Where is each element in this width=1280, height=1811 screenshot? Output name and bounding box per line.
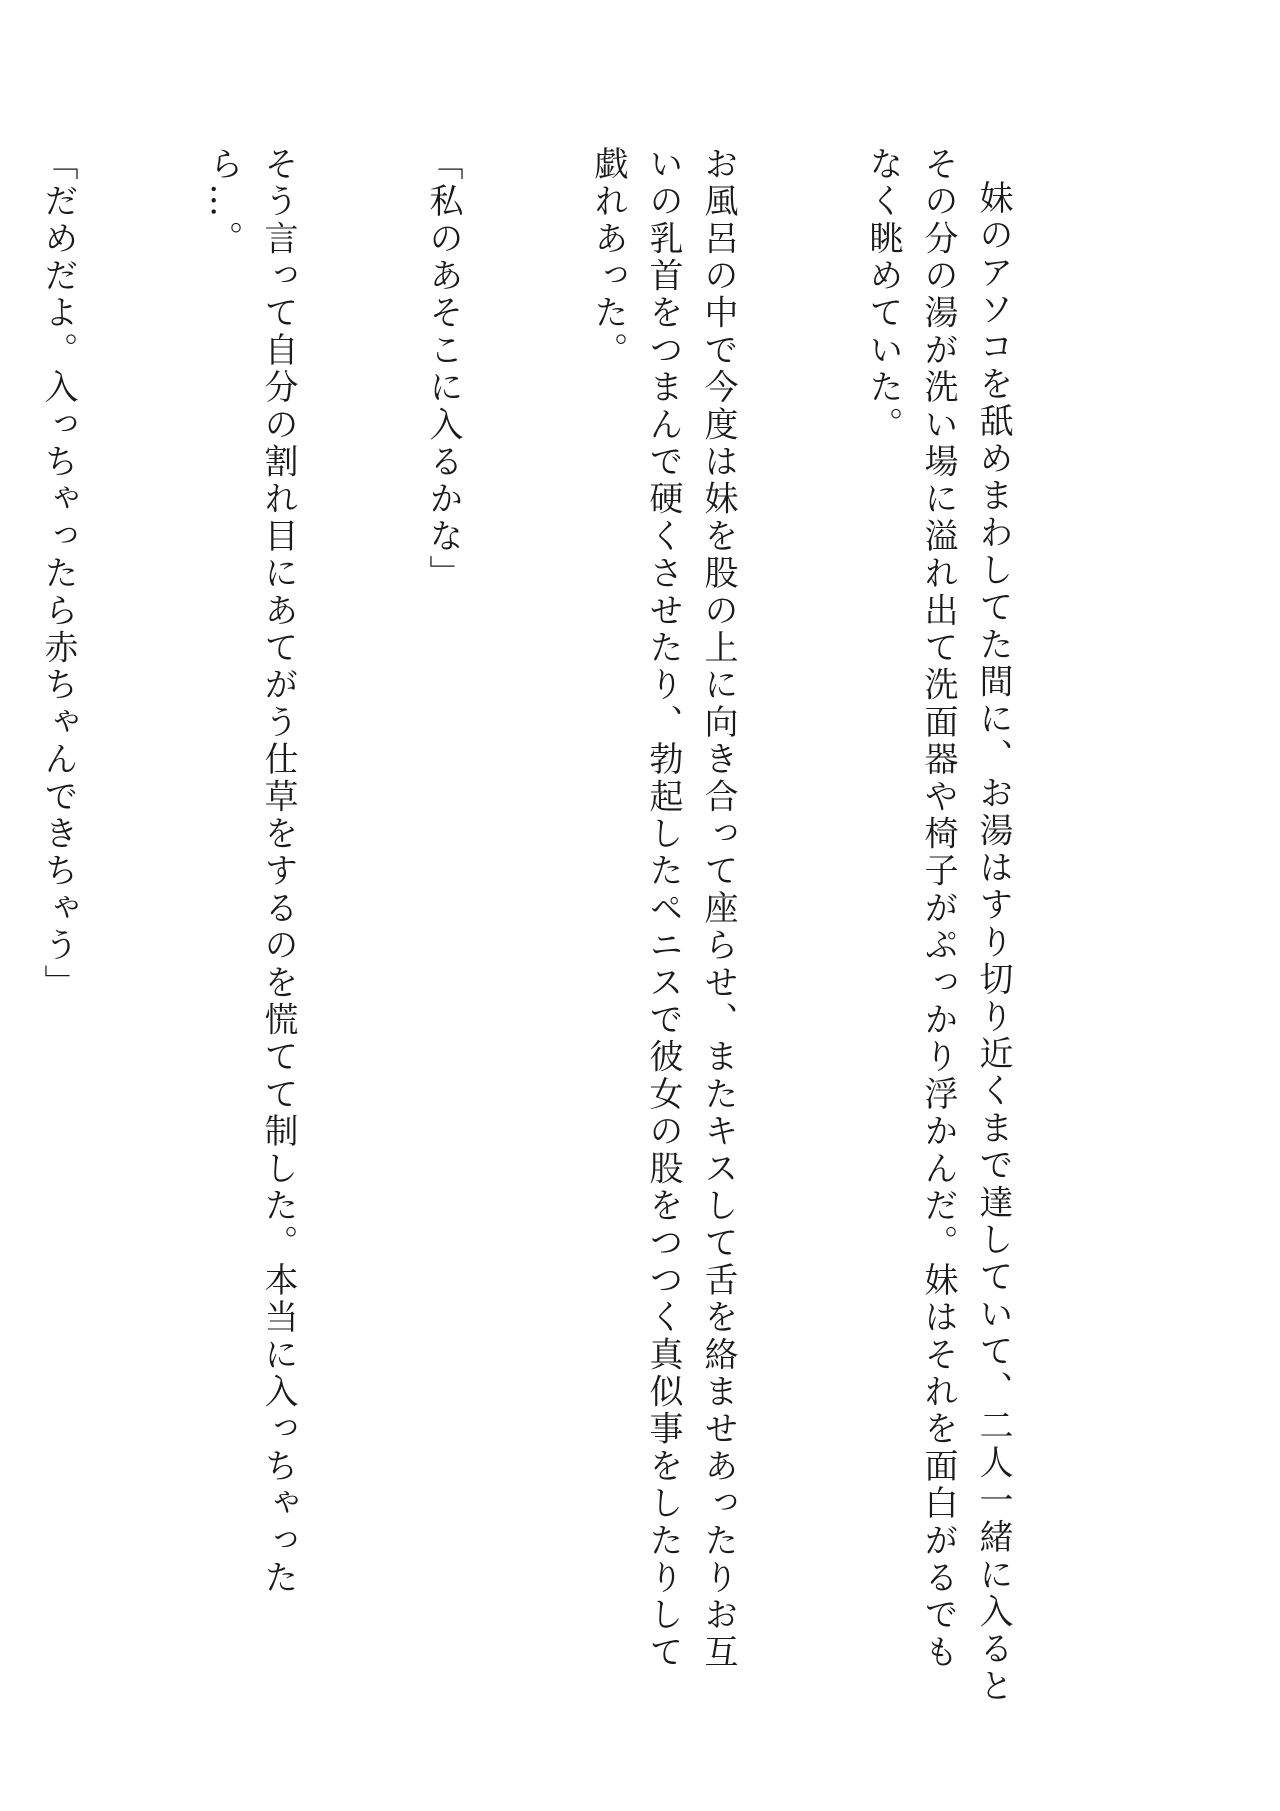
- paragraph-4: そう言って自分の割れ目にあてがう仕草をするのを慌てて制した。本当に入っちゃったら…。: [203, 146, 298, 1597]
- paragraph-1: 妹のアソコを舐めまわしてた間に、お湯はすり切り近くまで達していて、二人一緒に入るとその分の湯が洗い場に溢れ出て洗面器や椅子がぷっかり浮かんだ。妹はそれを面白がるでもなく眺めていた。: [863, 146, 1013, 1706]
- vertical-text-body: [0, 146, 1130, 1706]
- paragraph-5-dialogue: 「だめだよ。入っちゃったら赤ちゃんできちゃう」: [38, 146, 78, 1002]
- paragraph-3-dialogue: 「私のあそこに入るかな」: [423, 146, 463, 593]
- paragraph-2: お風呂の中で今度は妹を股の上に向き合って座らせ、またキスして舌を絡ませあったりお互いの乳首をつまんで硬くさせたり、勃起したペニスで彼女の股をつつく真似事をしたりして戯れあった。: [588, 146, 738, 1672]
